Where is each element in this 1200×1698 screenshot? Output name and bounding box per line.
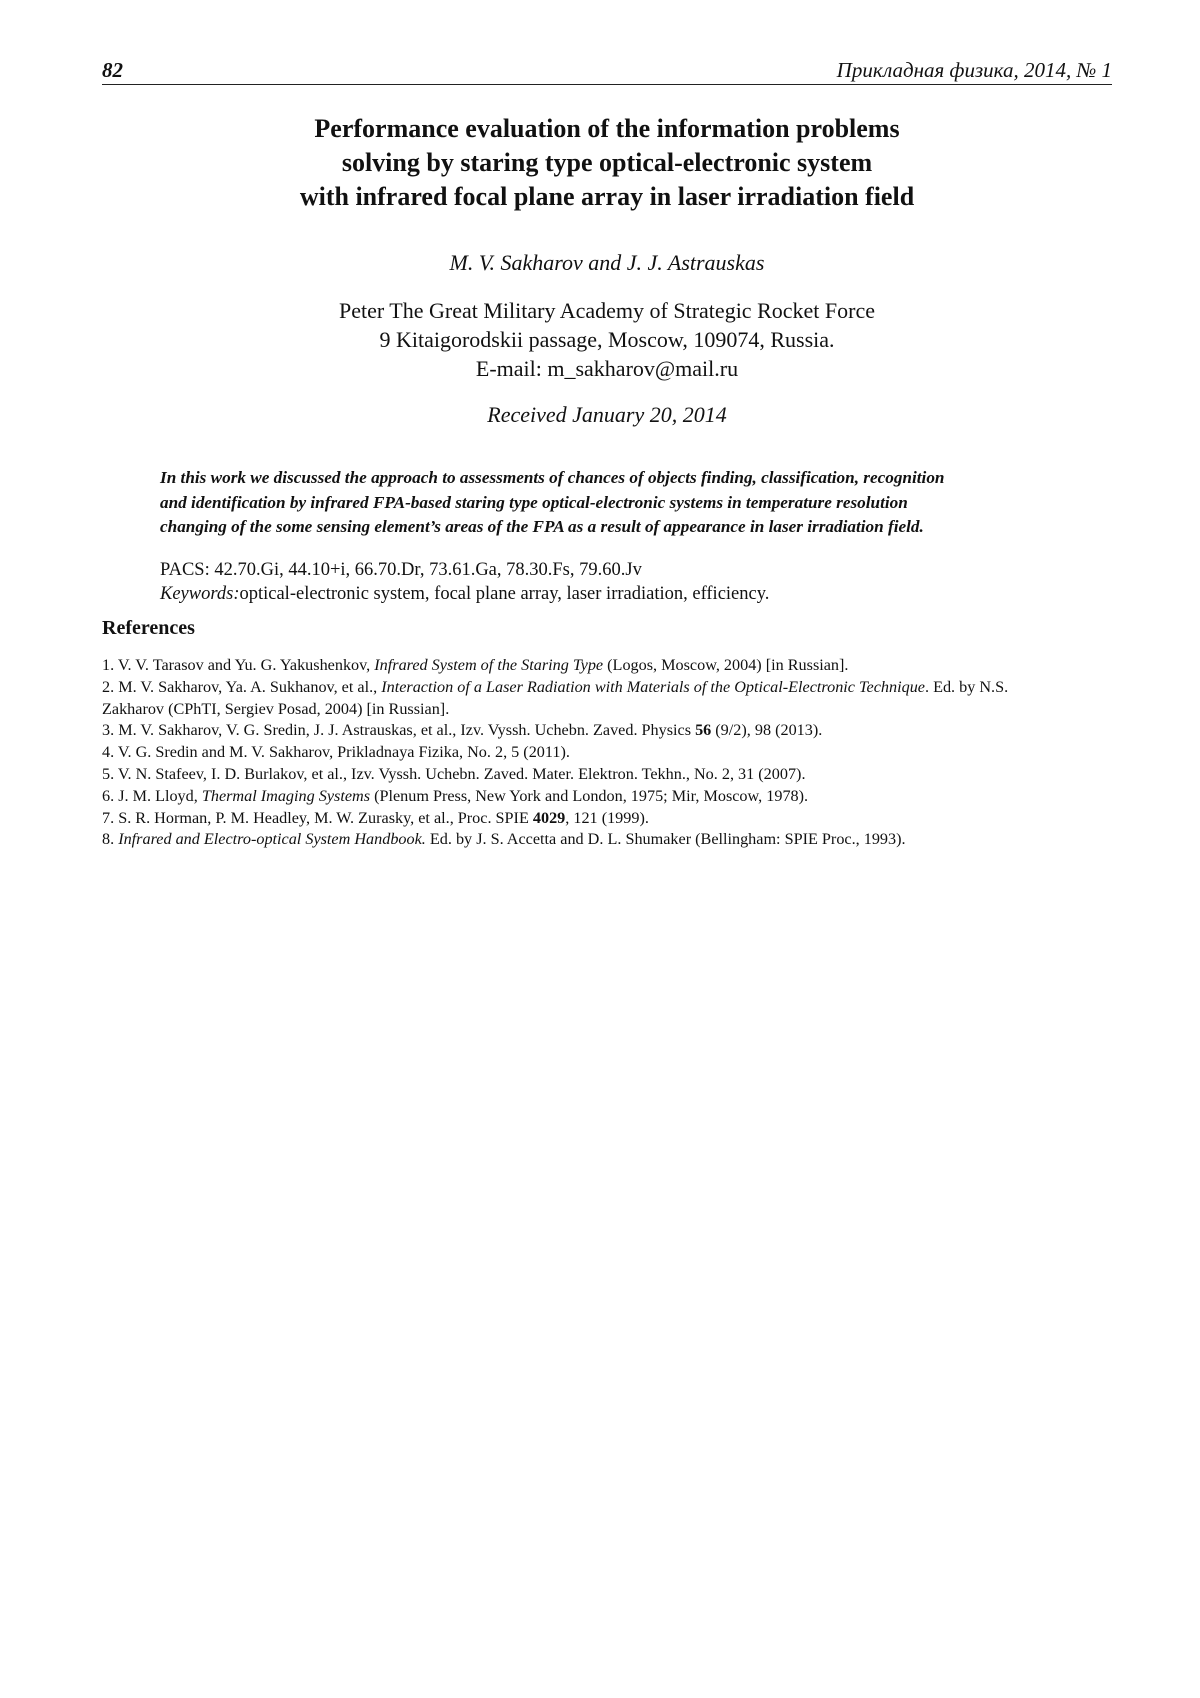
reference-item: 4. V. G. Sredin and M. V. Sakharov, Prikladnaya Fizika, No. 2, 5 (2011). <box>102 743 570 762</box>
authors: M. V. Sakharov and J. J. Astrauskas <box>449 250 765 275</box>
reference-item: Zakharov (CPhTI, Sergiev Posad, 2004) [in Russian]. <box>102 699 450 718</box>
reference-item: 5. V. N. Stafeev, I. D. Burlakov, et al., Izv. Vyssh. Uchebn. Zaved. Mater. Elektron. Tekhn., No. 2, 31 (2007). <box>102 764 806 783</box>
reference-item: 6. J. M. Lloyd, Thermal Imaging Systems (Plenum Press, New York and London, 1975; Mir, Moscow, 1978). <box>102 786 809 805</box>
pacs-codes: PACS: 42.70.Gi, 44.10+i, 66.70.Dr, 73.61.Ga, 78.30.Fs, 79.60.Jv <box>160 560 642 580</box>
institution: Peter The Great Military Academy of Strategic Rocket Force <box>339 298 875 323</box>
received-date: Received January 20, 2014 <box>487 402 727 427</box>
pacs-block <box>160 558 769 606</box>
abstract-line: In this work we discussed the approach to assessments of chances of objects finding, classification, recognition <box>160 468 945 487</box>
journal-reference: Прикладная физика, 2014, № 1 <box>836 58 1112 82</box>
keywords-text: optical-electronic system, focal plane array, laser irradiation, efficiency. <box>239 584 770 604</box>
reference-item: 8. Infrared and Electro-optical System Handbook. Ed. by J. S. Accetta and D. L. Shumaker (Bellingham: SPIE Proc., 1993). <box>102 830 906 849</box>
title-line: Performance evaluation of the information problems <box>314 114 900 143</box>
references-heading: References <box>102 617 195 639</box>
keywords <box>160 582 769 606</box>
affiliation <box>102 296 1112 383</box>
abstract-line: changing of the some sensing element’s areas of the FPA as a result of appearance in laser irradiation field. <box>160 517 924 536</box>
paper-title <box>102 112 1112 214</box>
reference-item: 3. M. V. Sakharov, V. G. Sredin, J. J. Astrauskas, et al., Izv. Vyssh. Uchebn. Zaved. Physics 56 (9/2), 98 (2013). <box>102 721 823 740</box>
running-header <box>102 58 1112 85</box>
reference-item: 7. S. R. Horman, P. M. Headley, M. W. Zurasky, et al., Proc. SPIE 4029, 121 (1999). <box>102 808 649 827</box>
abstract <box>160 466 1060 540</box>
page-number: 82 <box>102 58 123 82</box>
title-line: solving by staring type optical-electronic system <box>341 148 873 177</box>
email: E-mail: m_sakharov@mail.ru <box>475 356 739 381</box>
reference-item: 1. V. V. Tarasov and Yu. G. Yakushenkov, Infrared System of the Staring Type (Logos, Moscow, 2004) [in Russian]. <box>102 656 849 674</box>
references-list <box>102 655 1112 851</box>
abstract-line: and identification by infrared FPA-based staring type optical-electronic systems in temperature resolution <box>160 492 908 512</box>
address: 9 Kitaigorodskii passage, Moscow, 109074, Russia. <box>379 327 835 352</box>
keywords-label: Keywords: <box>160 584 240 604</box>
title-line: with infrared focal plane array in laser irradiation field <box>299 182 915 211</box>
reference-item: 2. M. V. Sakharov, Ya. A. Sukhanov, et al., Interaction of a Laser Radiation with Materials of the Optical-Electronic Technique. Ed. by N.S. <box>102 677 1009 696</box>
